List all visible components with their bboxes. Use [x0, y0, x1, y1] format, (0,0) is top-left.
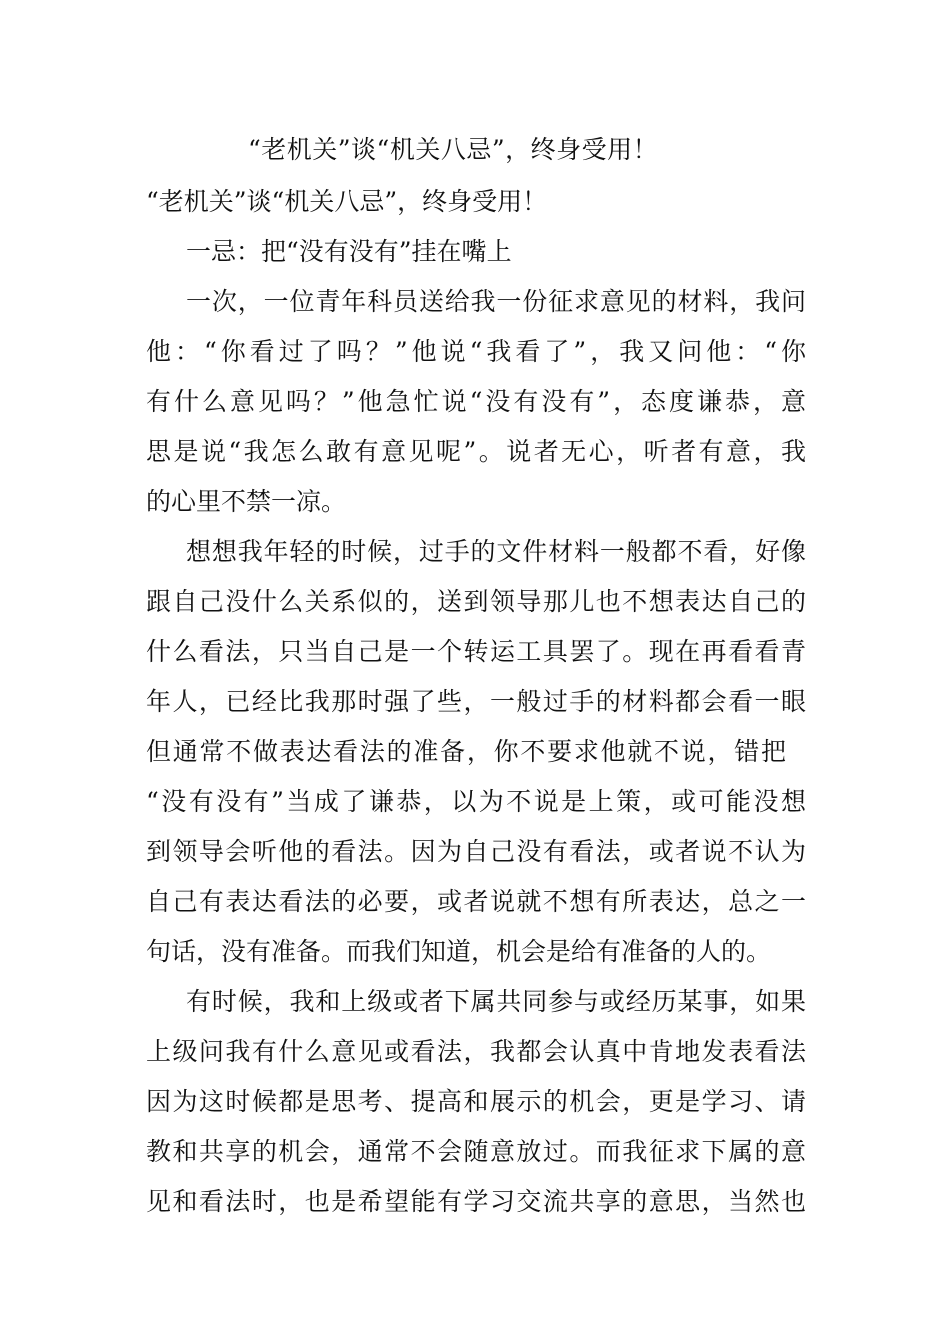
- paragraph-line: 见和看法时，也是希望能有学习交流共享的意思，当然也: [146, 1187, 806, 1216]
- paragraph-line: 思是说“我怎么敢有意见呢”。说者无心，听者有意，我: [146, 437, 806, 466]
- paragraph-line: 教和共享的机会，通常不会随意放过。而我征求下属的意: [146, 1137, 806, 1166]
- paragraph-line: 有时候，我和上级或者下属共同参与或经历某事，如果: [186, 987, 806, 1016]
- paragraph-line: 上级问我有什么意见或看法，我都会认真中肯地发表看法: [146, 1037, 806, 1066]
- paragraph-line: 有什么意见吗？”他急忙说“没有没有”，态度谦恭，意: [146, 387, 806, 416]
- paragraph-line: 一次，一位青年科员送给我一份征求意见的材料，我问: [186, 287, 806, 316]
- paragraph-line: 自己有表达看法的必要，或者说就不想有所表达，总之一: [146, 887, 806, 916]
- section-heading: 一忌：把“没有没有”挂在嘴上: [186, 237, 512, 266]
- paragraph-line: 年人，已经比我那时强了些，一般过手的材料都会看一眼: [146, 687, 806, 716]
- heading-line: “老机关”谈“机关八忌”，终身受用！: [146, 187, 548, 216]
- paragraph-line: 什么看法，只当自己是一个转运工具罢了。现在再看看青: [146, 637, 806, 666]
- document-title: “老机关”谈“机关八忌”，终身受用！: [248, 135, 659, 164]
- paragraph-line: 但通常不做表达看法的准备，你不要求他就不说，错把: [146, 737, 786, 766]
- paragraph-line: “没有没有”当成了谦恭，以为不说是上策，或可能没想: [146, 787, 806, 816]
- paragraph-line: 的心里不禁一凉。: [146, 487, 347, 516]
- paragraph-line: 因为这时候都是思考、提高和展示的机会，更是学习、请: [146, 1087, 806, 1116]
- paragraph-line: 跟自己没什么关系似的，送到领导那儿也不想表达自己的: [146, 587, 806, 616]
- paragraph-line: 到领导会听他的看法。因为自己没有看法，或者说不认为: [146, 837, 806, 866]
- paragraph-line: 句话，没有准备。而我们知道，机会是给有准备的人的。: [146, 937, 772, 966]
- paragraph-line: 想想我年轻的时候，过手的文件材料一般都不看，好像: [186, 537, 806, 566]
- paragraph-line: 他：“你看过了吗？”他说“我看了”，我又问他：“你: [146, 337, 806, 366]
